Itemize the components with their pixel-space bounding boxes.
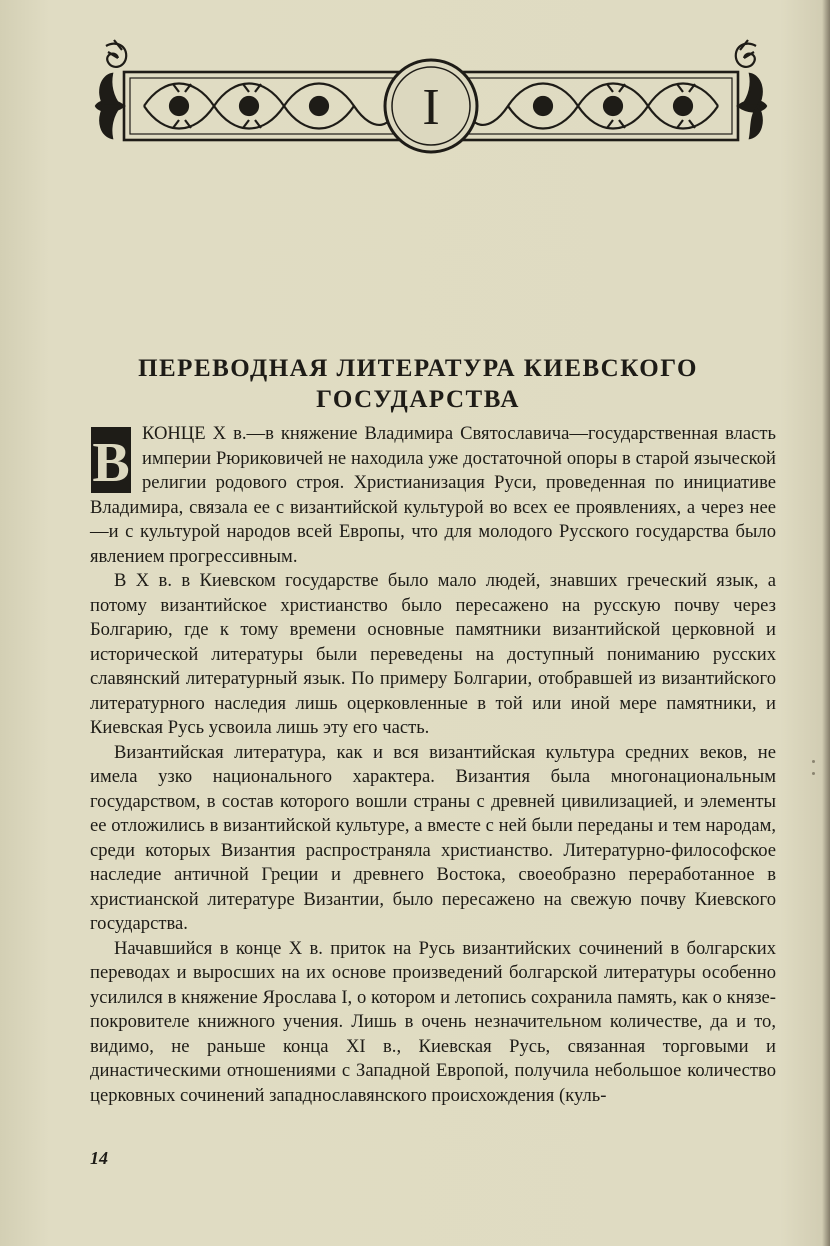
chapter-numeral: I — [422, 79, 440, 136]
page-edge-shadow — [822, 0, 830, 1246]
paragraph-1 — [90, 422, 776, 569]
page-speck — [812, 772, 815, 775]
page-speck — [812, 760, 815, 763]
chapter-headpiece-ornament — [84, 36, 778, 158]
chapter-title-line-2: ГОСУДАРСТВА — [316, 385, 520, 413]
paragraph-3: Византийская литература, как и вся византийская культура средних веков, не имела узко национального характера. Византия была многонациональным государством, в состав которого вошли страны с древней цивилизацией, и элементы ее отложились в византийской культуре, а вместе с ней были переданы и тем народам, среди которых Византия распространяла христианство. Литературно-философское наследие античной Греции и древнего Востока, своеобразно переработанное в христианской литературе Византии, было пересажено на свежую почву Киевского государства. — [90, 741, 776, 934]
chapter-title-line-1: ПЕРЕВОДНАЯ ЛИТЕРАТУРА КИЕВСКОГО — [138, 354, 698, 382]
body-text — [90, 422, 776, 1108]
chapter-title — [60, 353, 776, 415]
paragraph-1-text: КОНЦЕ X в.—в княжение Владимира Святославича—государственная власть империи Рюриковичей не находила уже достаточной опоры в старой языческой религии родового строя. Христианизация Руси, проведенная по инициативе Владимира, связала ее с византийской культурой во всех ее проявлениях, а через нее—и с культурой народов всей Европы, что для молодого Русского государства было явлением прогрессивным. — [90, 423, 776, 567]
dropcap-initial — [90, 426, 132, 494]
paragraph-2: В X в. в Киевском государстве было мало людей, знавших греческий язык, а потому византийское христианство было пересажено на русскую почву через Болгарию, где к тому времени основные памятники византийской церковной и исторической литературы были переведены на доступный пониманию русских славянский литературный язык. По примеру Болгарии, отобравшей из византийского литературного наследия лишь оцерковленные в той или иной мере памятники, и Киевская Русь усвоила лишь эту его часть. — [90, 570, 776, 738]
dropcap-letter: В — [92, 432, 130, 494]
paragraph-4: Начавшийся в конце X в. приток на Русь византийских сочинений в болгарских переводах и выросших на их основе произведений болгарской литературы особенно усилился в княжение Ярослава I, о котором и летопись сохранила память, как о князе-покровителе книжного учения. Лишь в очень незначительном количестве, да и то, видимо, не раньше конца XI в., Киевская Русь, связанная торговыми и династическими отношениями с Западной Европой, получила небольшое количество церковных сочинений западнославянского происхождения (куль- — [90, 937, 776, 1106]
page-number: 14 — [90, 1148, 108, 1168]
